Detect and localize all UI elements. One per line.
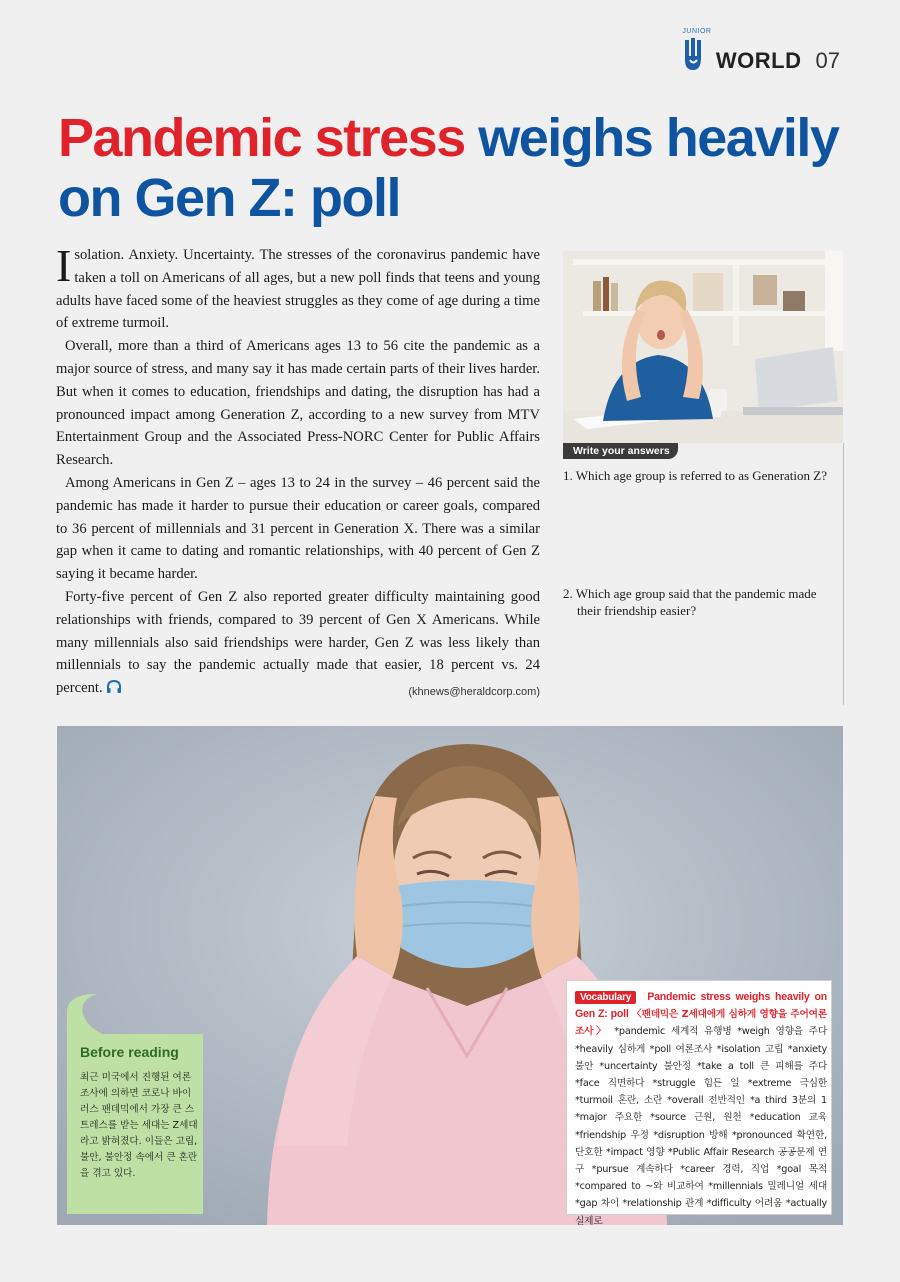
article-paragraph-1: Isolation. Anxiety. Uncertainty. The stresses of the coronavirus pandemic have taken a toll on Americans of all ages, but a new poll finds that teens and young adults have faced some of the heaviest struggles as they come of age during a time of extreme turmoil. — [56, 240, 540, 332]
junior-logo — [682, 28, 712, 72]
vocabulary-title-korean: 〈팬데믹은 Z세대에게 심하게 영향을 주어여론 조사〉 — [575, 1009, 827, 1038]
article-body — [56, 240, 540, 700]
student-illustration — [563, 251, 843, 443]
logo-junior-text: JUNIOR — [682, 28, 712, 35]
before-reading-tab-shape — [67, 994, 107, 1036]
before-reading-box — [67, 1034, 203, 1214]
article-paragraph-2: Overall, more than a third of Americans ages 13 to 56 cite the pandemic as a major source of stress, and many say it has made certain parts of their lives harder. But when it comes to education, friendships and dating, the disruption has had a pronounced impact among Generation Z, according to a new survey from MTV Entertainment Group and the Associated Press-NORC Center for Public Affairs Research. — [56, 338, 540, 469]
vocabulary-text — [575, 989, 827, 1230]
drop-cap: I — [56, 240, 72, 291]
vocabulary-label: Vocabulary — [575, 991, 636, 1004]
headline-blue-part: weighs heavily on Gen Z: poll — [58, 108, 839, 228]
question-2: 2. Which age group said that the pandemic made their friendship easier? — [563, 586, 817, 618]
photo-student-at-desk — [563, 251, 843, 443]
page-number: 07 — [815, 48, 840, 73]
author-email: (khnews@heraldcorp.com) — [408, 686, 540, 698]
section-name: WORLD — [715, 48, 802, 73]
answers-tab-label: Write your answers — [563, 443, 678, 459]
question-1: 1. Which age group is referred to as Generation Z? — [563, 468, 827, 483]
write-your-answers-panel — [563, 443, 844, 705]
article-paragraph-4: Forty-five percent of Gen Z also reported greater difficulty maintaining good relationships with friends, compared to 39 percent of Gen X Americans. While many millennials also said friendships were harder, Gen Z was less likely than millennials to say the pandemic actually made that easier, 18 percent vs. 24 percent. — [56, 588, 540, 697]
vocabulary-words: *pandemic 세계적 유행병 *weigh 영향을 주다 *heavily 심하게 *poll 여론조사 *isolation 고립 *anxiety 불안 *uncertainty 불안정 *take a toll 큰 피해를 주다 *face 직면하다 *struggle 힘든 일 *extreme 극심한 *turmoil 혼란, 소란 *overall 전반적인 *a third 3분의 1 *major 주요한 *source 근원, 원천 *education 교육 *friendship 우정 *disruption 방해 *pronounced 확연한, 단호한 *impact 영향 *Public Affair Research 공공문제 연구 *pursue 계속하다 *career 경력, 직업 *goal 목적 *compared to ~와 비교하여 *millennials 밀레니얼 세대 *gap 차이 *relationship 관계 *difficulty 어려움 *actually 실제로 — [575, 1026, 827, 1227]
before-reading-text: 최근 미국에서 진행된 여론조사에 의하면 코로나 바이러스 팬데믹에서 가장 큰 스트레스를 받는 세대는 Z세대라고 밝혀졌다. 이들은 고립, 불안, 불안정 속에서 큰 혼란을 겪고 있다. — [80, 1072, 198, 1179]
vocabulary-box — [566, 980, 832, 1227]
headline-red-part: Pandemic stress — [58, 108, 465, 168]
headline — [58, 108, 858, 228]
section-header — [682, 30, 840, 72]
logo-hand-icon — [682, 38, 706, 72]
article-paragraph-3: Among Americans in Gen Z – ages 13 to 24 in the survey – 46 percent said the pandemic has made it harder to pursue their education or career goals, compared to 36 percent of millennials and 31 percent in Generation X. There was a similar gap when it came to dating and romantic relationships, with 40 percent of Gen Z saying it became harder. — [56, 474, 540, 583]
before-reading-title: Before reading — [80, 1044, 179, 1060]
vocabulary-title: Pandemic stress weighs heavily on Gen Z: poll — [575, 991, 827, 1021]
